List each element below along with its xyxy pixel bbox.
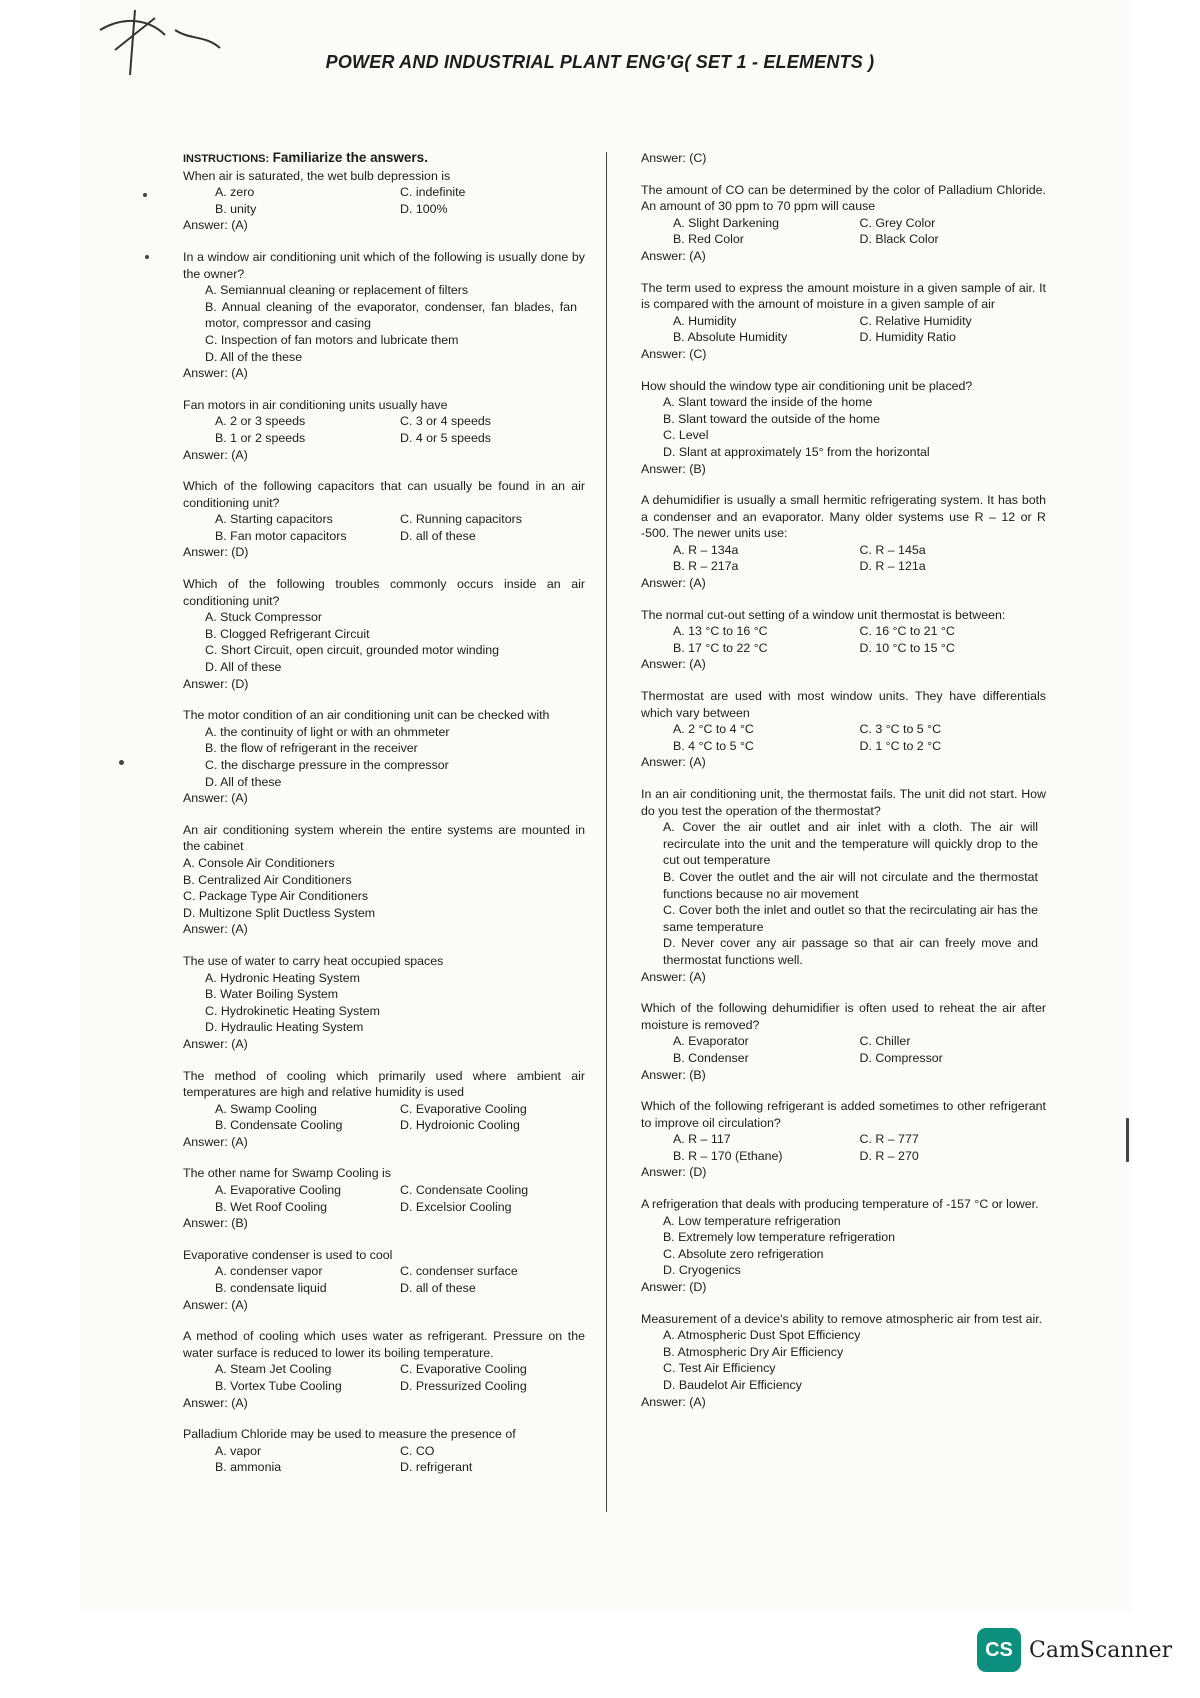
- answer-options: [183, 970, 585, 1036]
- answer-option: B. Cover the outlet and the air will not circulate and the thermostat functions because no air movement: [663, 869, 1038, 901]
- answer-option: D. 10 °C to 15 °C: [859, 640, 955, 655]
- answer-option: A. Evaporator: [673, 1034, 749, 1049]
- question-stem: An air conditioning system wherein the entire systems are mounted in the cabinet: [183, 822, 585, 854]
- answer-option: B. 4 °C to 5 °C: [673, 738, 754, 753]
- question-stem: A refrigeration that deals with producing temperature of -157 °C or lower.: [641, 1197, 1039, 1212]
- question-stem: Which of the following troubles commonly occurs inside an air conditioning unit?: [183, 577, 585, 608]
- scan-speck: [145, 255, 149, 259]
- question-block: [641, 280, 1046, 363]
- answer-options: [641, 721, 1046, 754]
- answer-option: A. vapor: [215, 1443, 262, 1458]
- question-block: [183, 1068, 585, 1151]
- question-stem: A dehumidifier is usually a small hermitic refrigerating system. It has both a condenser and an evaporator. Many older systems use R – 12 or R -500. The newer units use:: [641, 493, 1046, 541]
- answer-option: D. Multizone Split Ductless System: [183, 905, 376, 920]
- answer-option: D. Hydroionic Cooling: [400, 1118, 520, 1133]
- answer-line: Answer: (A): [641, 755, 706, 770]
- question-stem: The term used to express the amount moisture in a given sample of air. It is compared with the amount of moisture in a given sample of air: [641, 280, 1046, 312]
- question-block: [183, 478, 585, 561]
- answer-option: A. Slight Darkening: [673, 215, 780, 230]
- answer-option: A. Atmospheric Dust Spot Efficiency: [663, 1328, 861, 1343]
- question-stem: A method of cooling which uses water as refrigerant. Pressure on the water surface is reduced to lower its boiling temperature.: [183, 1329, 585, 1360]
- answer-option: A. 2 or 3 speeds: [215, 414, 306, 429]
- answer-options: [183, 1182, 585, 1215]
- question-block: [641, 688, 1046, 771]
- question-stem: Thermostat are used with most window units. They have differentials which vary between: [641, 689, 1046, 720]
- column-divider: [606, 152, 607, 1512]
- question-block: [183, 168, 585, 234]
- question-block: [183, 707, 585, 807]
- answer-line: Answer: (A): [641, 1394, 706, 1409]
- question-block: [641, 492, 1046, 592]
- answer-line: Answer: (A): [183, 922, 248, 937]
- answer-options: [641, 542, 1046, 575]
- answer-option: C. Hydrokinetic Heating System: [205, 1003, 380, 1018]
- answer-options: [641, 1033, 1046, 1066]
- answer-line: Answer: (A): [641, 248, 706, 263]
- question-block: [641, 150, 1046, 167]
- question-stem: How should the window type air conditioning unit be placed?: [641, 378, 973, 393]
- answer-options: [641, 313, 1046, 346]
- question-block: [641, 1196, 1046, 1296]
- answer-option: C. R – 777: [859, 1132, 919, 1147]
- answer-options: [183, 413, 585, 446]
- answer-line: Answer: (A): [183, 1395, 248, 1410]
- question-stem: In a window air conditioning unit which of the following is usually done by the owner?: [183, 249, 585, 281]
- question-block: [641, 786, 1046, 985]
- question-stem: Which of the following dehumidifier is often used to reheat the air after moisture is removed?: [641, 1001, 1046, 1032]
- answer-option: D. 1 °C to 2 °C: [859, 738, 942, 753]
- answer-option: C. 3 °C to 5 °C: [859, 722, 942, 737]
- answer-option: B. Vortex Tube Cooling: [215, 1379, 342, 1393]
- answer-line: Answer: (D): [183, 545, 249, 560]
- answer-options: [641, 1327, 1046, 1393]
- answer-option: D. Humidity Ratio: [859, 330, 956, 345]
- answer-option: A. Low temperature refrigeration: [663, 1213, 841, 1228]
- answer-option: C. Relative Humidity: [859, 313, 972, 328]
- question-block: [183, 1247, 585, 1313]
- answer-line: Answer: (B): [641, 461, 706, 476]
- answer-option: D. 100%: [400, 201, 448, 216]
- answer-options: [641, 623, 1046, 656]
- answer-option: D. 4 or 5 speeds: [400, 430, 491, 445]
- question-block: [183, 576, 585, 692]
- answer-option: A. Semiannual cleaning or replacement of filters: [205, 283, 469, 298]
- answer-options: [641, 215, 1046, 248]
- camscanner-name: CamScanner: [1029, 1637, 1173, 1663]
- question-block: [183, 1165, 585, 1231]
- answer-option: D. Slant at approximately 15° from the horizontal: [663, 444, 930, 459]
- question-stem: The method of cooling which primarily used where ambient air temperatures are high and relative humidity is used: [183, 1068, 585, 1100]
- answer-option: A. Cover the air outlet and air inlet with a cloth. The air will recirculate into the unit and the temperature will quickly drop to the cut out temperature: [663, 820, 1038, 868]
- question-stem: Fan motors in air conditioning units usually have: [183, 397, 448, 412]
- question-block: [183, 397, 585, 463]
- answer-option: A. Starting capacitors: [215, 512, 333, 527]
- question-block: [183, 953, 585, 1053]
- answer-options: [641, 1213, 1046, 1279]
- answer-option: B. Condenser: [673, 1050, 749, 1065]
- question-block: [641, 1000, 1046, 1083]
- camscanner-watermark: [977, 1628, 1172, 1672]
- scan-speck: [1126, 1118, 1129, 1162]
- answer-option: B. Slant toward the outside of the home: [663, 411, 880, 426]
- answer-option: D. All of these: [205, 660, 282, 675]
- question-stem: Evaporative condenser is used to cool: [183, 1247, 393, 1262]
- answer-options: [183, 511, 585, 544]
- answer-option: C. Inspection of fan motors and lubricate them: [205, 332, 459, 347]
- answer-option: C. Evaporative Cooling: [400, 1362, 527, 1377]
- scan-speck: [119, 760, 124, 765]
- answer-option: D. Compressor: [859, 1050, 943, 1065]
- answer-line: Answer: (A): [183, 218, 248, 233]
- question-block: [641, 1098, 1046, 1181]
- scan-speck: [143, 193, 147, 197]
- answer-option: D. Pressurized Cooling: [400, 1379, 527, 1393]
- answer-option: C. CO: [400, 1443, 435, 1458]
- answer-option: C. indefinite: [400, 185, 466, 200]
- question-stem: The use of water to carry heat occupied spaces: [183, 953, 444, 968]
- answer-option: C. the discharge pressure in the compressor: [205, 758, 449, 772]
- question-stem: The motor condition of an air conditioning unit can be checked with: [183, 708, 550, 723]
- answer-options: [183, 1361, 585, 1394]
- answer-line: Answer: (D): [641, 1165, 707, 1180]
- answer-option: A. Evaporative Cooling: [215, 1183, 342, 1198]
- camscanner-logo-icon: CS: [977, 1628, 1021, 1672]
- answer-option: A. 2 °C to 4 °C: [673, 722, 754, 737]
- answer-option: B. Clogged Refrigerant Circuit: [205, 626, 370, 641]
- answer-option: B. R – 170 (Ethane): [673, 1148, 783, 1163]
- question-stem: The amount of CO can be determined by the color of Palladium Chloride. An amount of 30 ppm to 70 ppm will cause: [641, 182, 1046, 214]
- answer-option: B. Condensate Cooling: [215, 1118, 343, 1133]
- answer-option: B. ammonia: [215, 1460, 282, 1475]
- answer-option: B. Water Boiling System: [205, 987, 339, 1002]
- answer-line: Answer: (A): [183, 1297, 248, 1312]
- answer-line: Answer: (A): [183, 1134, 248, 1149]
- answer-line: Answer: (C): [641, 346, 707, 361]
- question-block: [641, 1311, 1046, 1411]
- answer-line: Answer: (B): [183, 1216, 248, 1231]
- right-column: [641, 150, 1046, 1425]
- answer-option: B. Absolute Humidity: [673, 330, 788, 345]
- answer-line: Answer: (A): [183, 1036, 248, 1051]
- answer-option: B. R – 217a: [673, 559, 739, 574]
- answer-option: D. Never cover any air passage so that air can freely move and thermostat functions well.: [663, 936, 1038, 967]
- answer-option: B. 17 °C to 22 °C: [673, 640, 768, 655]
- answer-options: [641, 1131, 1046, 1164]
- answer-option: A. Console Air Conditioners: [183, 855, 335, 870]
- question-block: [641, 378, 1046, 478]
- answer-options: [183, 855, 585, 921]
- answer-option: A. R – 117: [673, 1132, 731, 1147]
- answer-line: Answer: (D): [183, 676, 249, 691]
- left-column: [183, 150, 585, 1491]
- answer-option: B. the flow of refrigerant in the receiver: [205, 741, 418, 756]
- answer-option: A. Hydronic Heating System: [205, 970, 360, 985]
- answer-option: A. the continuity of light or with an ohmmeter: [205, 724, 450, 739]
- question-stem: When air is saturated, the wet bulb depression is: [183, 168, 451, 183]
- question-stem: The normal cut-out setting of a window unit thermostat is between:: [641, 607, 1006, 622]
- answer-option: D. all of these: [400, 1281, 476, 1296]
- answer-option: D. Excelsior Cooling: [400, 1199, 512, 1214]
- question-block: [183, 1426, 585, 1476]
- answer-options: [183, 282, 585, 365]
- answer-option: C. Cover both the inlet and outlet so that the recirculating air has the same temperature: [663, 903, 1038, 934]
- answer-line: Answer: (B): [641, 1067, 706, 1082]
- answer-line: Answer: (D): [641, 1280, 707, 1295]
- answer-option: C. Package Type Air Conditioners: [183, 889, 369, 904]
- answer-option: D. R – 121a: [859, 559, 926, 574]
- instructions-label: INSTRUCTIONS:: [183, 153, 270, 165]
- answer-option: C. Grey Color: [859, 215, 936, 230]
- answer-option: A. condenser vapor: [215, 1264, 323, 1279]
- answer-options: [183, 1263, 585, 1296]
- answer-option: C. Condensate Cooling: [400, 1183, 529, 1198]
- question-stem: The other name for Swamp Cooling is: [183, 1166, 391, 1181]
- answer-option: C. Level: [663, 428, 709, 443]
- answer-options: [183, 609, 585, 675]
- answer-options: [641, 819, 1046, 968]
- answer-option: C. Evaporative Cooling: [400, 1101, 527, 1116]
- answer-option: C. Short Circuit, open circuit, grounded motor winding: [205, 643, 500, 658]
- instructions-text: Familiarize the answers.: [272, 150, 428, 165]
- answer-option: C. Test Air Efficiency: [663, 1361, 776, 1376]
- question-block: [641, 182, 1046, 265]
- answer-options: [183, 1443, 585, 1476]
- answer-line: Answer: (A): [183, 366, 248, 381]
- answer-option: A. Humidity: [673, 313, 737, 328]
- answer-line: Answer: (C): [641, 151, 707, 165]
- answer-option: B. Wet Roof Cooling: [215, 1199, 328, 1214]
- answer-option: A. Slant toward the inside of the home: [663, 395, 873, 410]
- answer-option: D. Hydraulic Heating System: [205, 1020, 364, 1035]
- question-stem: In an air conditioning unit, the thermostat fails. The unit did not start. How do you test the operation of the thermostat?: [641, 787, 1046, 818]
- question-stem: Measurement of a device's ability to remove atmospheric air from test air.: [641, 1311, 1043, 1326]
- answer-option: A. Steam Jet Cooling: [215, 1362, 332, 1377]
- answer-option: B. Atmospheric Dry Air Efficiency: [663, 1344, 844, 1359]
- answer-option: B. condensate liquid: [215, 1281, 327, 1296]
- answer-option: B. Annual cleaning of the evaporator, condenser, fan blades, fan motor, compressor and casing: [205, 299, 577, 331]
- answer-option: C. Chiller: [859, 1034, 911, 1049]
- answer-option: A. R – 134a: [673, 542, 739, 557]
- answer-option: D. Cryogenics: [663, 1263, 741, 1278]
- answer-option: B. Centralized Air Conditioners: [183, 872, 352, 887]
- instructions-block: [183, 150, 585, 168]
- answer-options: [641, 394, 1046, 460]
- answer-option: C. R – 145a: [859, 542, 926, 557]
- answer-option: D. all of these: [400, 528, 476, 543]
- answer-option: B. Extremely low temperature refrigeration: [663, 1230, 896, 1245]
- question-block: [183, 1328, 585, 1411]
- answer-option: B. Fan motor capacitors: [215, 528, 347, 543]
- answer-line: Answer: (A): [641, 657, 706, 672]
- answer-option: C. 3 or 4 speeds: [400, 414, 491, 429]
- answer-option: B. Red Color: [673, 232, 744, 247]
- question-block: [183, 249, 585, 382]
- answer-option: C. 16 °C to 21 °C: [859, 624, 955, 639]
- answer-options: [183, 724, 585, 790]
- answer-options: [183, 184, 585, 217]
- question-stem: Palladium Chloride may be used to measure the presence of: [183, 1427, 516, 1442]
- answer-option: A. Swamp Cooling: [215, 1101, 317, 1116]
- answer-option: D. All of the these: [205, 349, 303, 364]
- answer-line: Answer: (A): [183, 447, 248, 462]
- answer-line: Answer: (A): [183, 791, 248, 806]
- answer-option: D. All of these: [205, 774, 282, 789]
- answer-option: C. Absolute zero refrigeration: [663, 1246, 824, 1261]
- answer-option: C. Running capacitors: [400, 512, 522, 527]
- answer-option: A. zero: [215, 185, 255, 200]
- answer-option: D. R – 270: [859, 1148, 919, 1163]
- question-stem: Which of the following refrigerant is added sometimes to other refrigerant to improve oil circulation?: [641, 1099, 1046, 1130]
- question-block: [641, 607, 1046, 673]
- answer-option: A. Stuck Compressor: [205, 610, 323, 625]
- answer-option: B. unity: [215, 201, 257, 216]
- answer-option: D. Black Color: [859, 232, 939, 247]
- page-title: POWER AND INDUSTRIAL PLANT ENG'G( SET 1 - ELEMENTS ): [325, 52, 875, 72]
- answer-option: D. refrigerant: [400, 1460, 473, 1475]
- question-block: [183, 822, 585, 938]
- answer-options: [183, 1101, 585, 1134]
- answer-option: A. 13 °C to 16 °C: [673, 624, 768, 639]
- answer-option: D. Baudelot Air Efficiency: [663, 1378, 802, 1392]
- answer-line: Answer: (A): [641, 576, 706, 591]
- question-stem: Which of the following capacitors that can usually be found in an air conditioning unit?: [183, 479, 585, 510]
- answer-option: B. 1 or 2 speeds: [215, 430, 306, 445]
- answer-option: C. condenser surface: [400, 1264, 518, 1279]
- answer-line: Answer: (A): [641, 969, 706, 984]
